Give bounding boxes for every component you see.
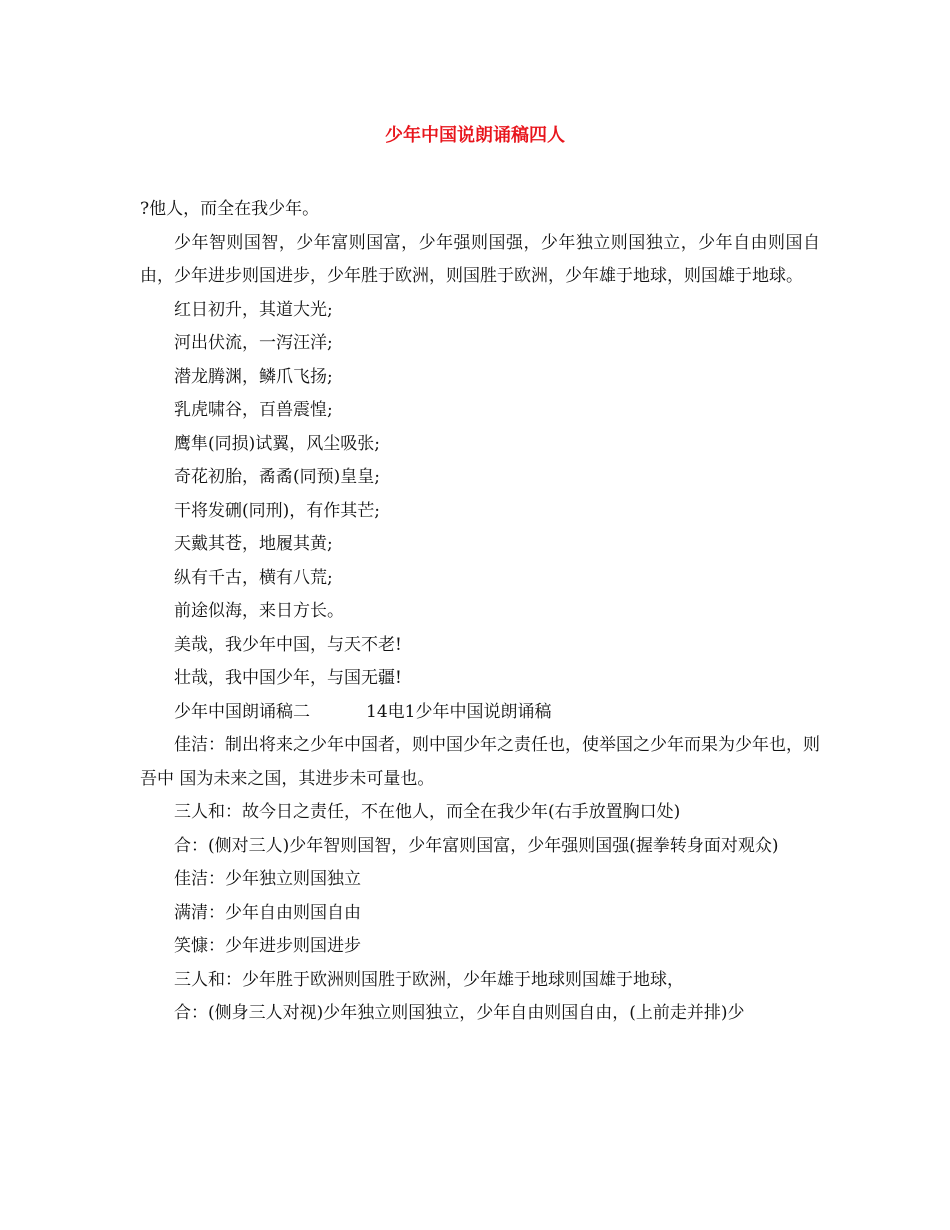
paragraph-11: 前途似海，来日方长。 [174, 601, 344, 621]
paragraph-16: 三人和：故今日之责任，不在他人，而全在我少年(右手放置胸口处) [174, 802, 681, 822]
paragraph-6: 鹰隼(同损)试翼，风尘吸张; [174, 433, 380, 454]
paragraph-7: 奇花初胎，矞矞(同预)皇皇; [174, 467, 380, 487]
paragraph-13: 壮哉，我中国少年，与国无疆! [174, 668, 402, 688]
paragraph-15: 佳洁：制出将来之少年中国者，则中国少年之责任也，使举国之少年而果为少年也，则吾中 国为未来之国，其进步未可量也。 [140, 735, 820, 789]
paragraph-22: 合：(侧身三人对视)少年独立则国独立，少年自由则国自由，(上前走并排)少 [174, 1003, 745, 1023]
paragraph-9: 天戴其苍，地履其黄; [174, 534, 333, 554]
paragraph-19: 满清：少年自由则国自由 [174, 902, 361, 923]
document-body [140, 193, 820, 1031]
paragraph-21: 三人和：少年胜于欧洲则国胜于欧洲，少年雄于地球则国雄于地球， [174, 969, 684, 990]
paragraph-3: 河出伏流，一泻汪洋; [174, 333, 333, 353]
paragraph-20: 笑慷：少年进步则国进步 [174, 936, 361, 956]
paragraph-14-part-1: 少年中国朗诵稿二 [174, 701, 310, 722]
paragraph-0: ?他人，而全在我少年。 [140, 199, 320, 219]
paragraph-17: 合：(侧对三人)少年智则国智，少年富则国富，少年强则国强(握拳转身面对观众) [174, 835, 779, 856]
document-title: 少年中国说朗诵稿四人 [385, 125, 565, 146]
paragraph-4: 潜龙腾渊，鳞爪飞扬; [174, 366, 333, 387]
paragraph-10: 纵有千古，横有八荒; [174, 567, 333, 588]
paragraph-1: 少年智则国智，少年富则国富，少年强则国强，少年独立则国独立，少年自由则国自由，少年进步则国进步，少年胜于欧洲，则国胜于欧洲，少年雄于地球，则国雄于地球。 [140, 232, 820, 286]
paragraph-8: 干将发硎(同刑)，有作其芒; [174, 500, 380, 521]
paragraph-14 [140, 696, 820, 730]
paragraph-5: 乳虎啸谷，百兽震惶; [174, 400, 333, 420]
paragraph-18: 佳洁：少年独立则国独立 [174, 869, 361, 889]
paragraph-2: 红日初升，其道大光; [174, 299, 333, 320]
paragraph-12: 美哉，我少年中国，与天不老! [174, 634, 402, 655]
paragraph-14-part-2: 14电1少年中国说朗诵稿 [366, 701, 552, 722]
